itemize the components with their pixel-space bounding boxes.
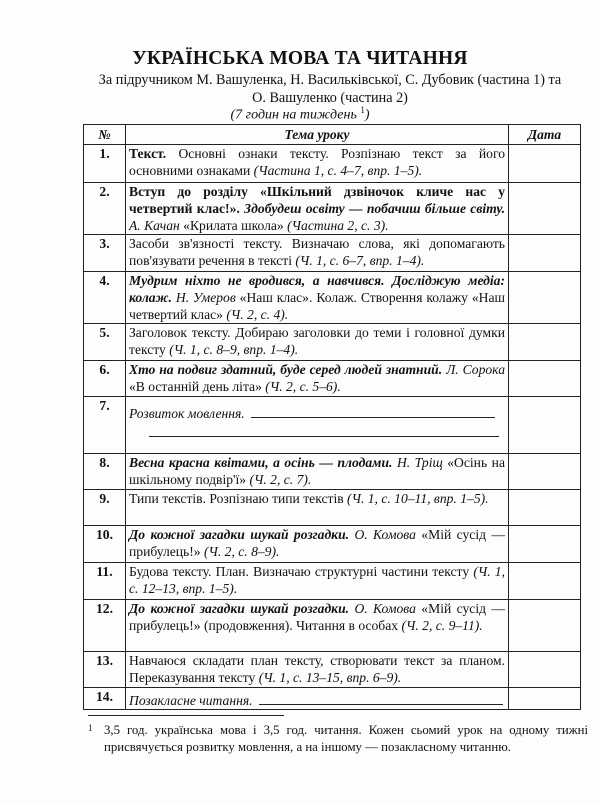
topic-text: «Осінь на шкільному подвір'ї» [129,455,505,487]
table-row [84,324,581,361]
lesson-topic [126,145,509,183]
footnote-divider [88,715,284,716]
reference-text: О. Комова [354,601,416,616]
topic-text: Основні ознаки тексту. Розпізнаю текст за його основними ознаками [129,146,505,178]
reference-text: Н. Умеров [175,290,236,305]
topic-text: Будова тексту. План. Визначаю структурні частини тексту [129,564,474,579]
lesson-topic [126,235,509,272]
topic-heading: Хто на подвиг здатний, буде серед людей знатний. [129,362,443,377]
lesson-number: 12. [84,600,126,652]
lesson-topic [126,652,509,688]
lesson-topic [126,490,509,526]
column-header-number: № [84,125,126,145]
lesson-topic [126,272,509,324]
fill-in-blank[interactable] [251,405,495,418]
lesson-topic [126,526,509,563]
footnote-text: 3,5 год. українська мова і 3,5 год. читання. Кожен сьомий урок на одному тижні присвячується розвитку мовлення, а на іншому — позакласному читанню. [104,723,588,754]
reference-text: (Ч. 2, с. 9–11). [401,618,483,633]
lesson-number: 8. [84,454,126,490]
topic-heading: Текст. [129,146,167,161]
lesson-number: 3. [84,235,126,272]
lesson-number: 11. [84,563,126,600]
textbook-reference [60,71,600,107]
reference-text: (Ч. 2, с. 7). [249,472,312,487]
footnote [88,722,588,756]
lesson-topic [126,183,509,235]
table-row [84,490,581,526]
lesson-topic[interactable] [126,397,509,454]
reference-text: (Ч. 1, с. 8–9, впр. 1–4). [169,342,299,357]
lesson-topic [126,600,509,652]
reference-text: (Частина 1, с. 4–7, впр. 1–5). [253,163,423,178]
topic-text: «Мій сусід — прибулець!» (продовження). Читання в особах [129,601,505,633]
hours-close: ) [364,107,370,123]
hours-per-week [0,105,600,124]
page-title: УКРАЇНСЬКА МОВА ТА ЧИТАННЯ [132,48,468,69]
lesson-date-cell[interactable] [509,361,581,397]
topic-text: Заголовок тексту. Добираю заголовки до теми і головної думки тексту [129,325,505,357]
lesson-number: 2. [84,183,126,235]
table-row [84,397,581,454]
lesson-date-cell[interactable] [509,183,581,235]
reference-text: А. Качан [129,218,180,233]
lesson-number: 6. [84,361,126,397]
lesson-date-cell[interactable] [509,272,581,324]
table-row [84,526,581,563]
table-row [84,145,581,183]
lesson-number: 13. [84,652,126,688]
topic-text: «В останній день літа» [129,379,266,394]
topic-heading: До кожної загадки шукай розгадки. [129,601,350,616]
lesson-topic[interactable] [126,688,509,710]
topic-heading: До кожної загадки шукай розгадки. [129,527,350,542]
lesson-number: 10. [84,526,126,563]
table-row [84,272,581,324]
reference-text: (Ч. 1, с. 13–15, впр. 6–9). [258,670,402,685]
reference-text: (Ч. 1, с. 12–13, впр. 1–5). [129,564,505,596]
reference-text: Н. Тріщ [396,455,443,470]
lesson-date-cell[interactable] [509,600,581,652]
table-row [84,563,581,600]
hours-text: (7 годин на тиждень [230,107,361,123]
lesson-date-cell[interactable] [509,652,581,688]
lesson-number: 1. [84,145,126,183]
lesson-number: 5. [84,324,126,361]
lesson-number: 7. [84,397,126,454]
reference-text: (Частина 2, с. 3). [287,218,389,233]
fill-in-label: Розвиток мовлення. [129,406,245,421]
topic-text: «Крилата школа» [179,218,288,233]
lesson-plan-table [83,124,581,710]
column-header-date: Дата [509,125,581,145]
column-header-topic: Тема уроку [126,125,509,145]
table-header-row [84,125,581,145]
topic-heading: Мудрим ніхто не вродився, а навчився. Досліджую медіа: колаж. [129,273,505,305]
topic-heading: Вступ до розділу «Шкільний дзвіночок кличе нас у четвертий клас!». [129,184,505,216]
footnote-reference: 1 [360,105,365,115]
lesson-topic [126,324,509,361]
reference-text: Л. Сорока [446,362,505,377]
table-row [84,600,581,652]
lesson-topic [126,454,509,490]
topic-text: Навчаюся складати план тексту, створювати текст за планом. Переказування тексту [129,653,505,685]
lesson-date-cell[interactable] [509,397,581,454]
lesson-date-cell[interactable] [509,563,581,600]
lesson-number: 4. [84,272,126,324]
fill-in-blank[interactable] [259,692,503,705]
topic-heading: Здобудеш освіту — побачиш більше світу. [244,201,505,216]
table-row [84,454,581,490]
topic-text: «Наш клас». Колаж. Створення колажу «Наш четвертий клас» [129,290,505,322]
lesson-date-cell[interactable] [509,324,581,361]
table-row [84,361,581,397]
reference-text: О. Комова [354,527,416,542]
lesson-date-cell[interactable] [509,526,581,563]
textbook-reference-line-1: За підручником М. Вашуленка, Н. Васильківської, С. Дубовик (частина 1) та [98,72,562,88]
lesson-date-cell[interactable] [509,490,581,526]
topic-heading: Весна красна квітами, а осінь — плодами. [129,455,393,470]
reference-text: (Ч. 2, с. 5–6). [265,379,341,394]
footnote-mark: 1 [88,723,93,733]
fill-in-blank-second-line[interactable] [149,422,499,437]
lesson-number: 9. [84,490,126,526]
table-row [84,235,581,272]
lesson-topic [126,361,509,397]
reference-text: (Ч. 1, с. 6–7, впр. 1–4). [295,253,425,268]
lesson-topic [126,563,509,600]
lesson-date-cell[interactable] [509,688,581,710]
reference-text: (Ч. 1, с. 10–11, впр. 1–5). [347,491,489,506]
lesson-date-cell[interactable] [509,454,581,490]
textbook-reference-line-2: О. Вашуленко (частина 2) [252,90,408,106]
table-row [84,183,581,235]
table-row [84,652,581,688]
reference-text: (Ч. 2, с. 4). [226,307,289,322]
table-row [84,688,581,710]
topic-text: «Мій сусід — прибулець!» [129,527,505,559]
lesson-date-cell[interactable] [509,235,581,272]
topic-text: Засоби зв'язності тексту. Визначаю слова, які допомагають пов'язувати речення в тексті [129,236,505,268]
reference-text: (Ч. 2, с. 8–9). [203,544,280,559]
lesson-number: 14. [84,688,126,710]
fill-in-label: Позакласне читання. [129,693,253,708]
lesson-date-cell[interactable] [509,145,581,183]
topic-text: Типи текстів. Розпізнаю типи текстів [129,491,348,506]
